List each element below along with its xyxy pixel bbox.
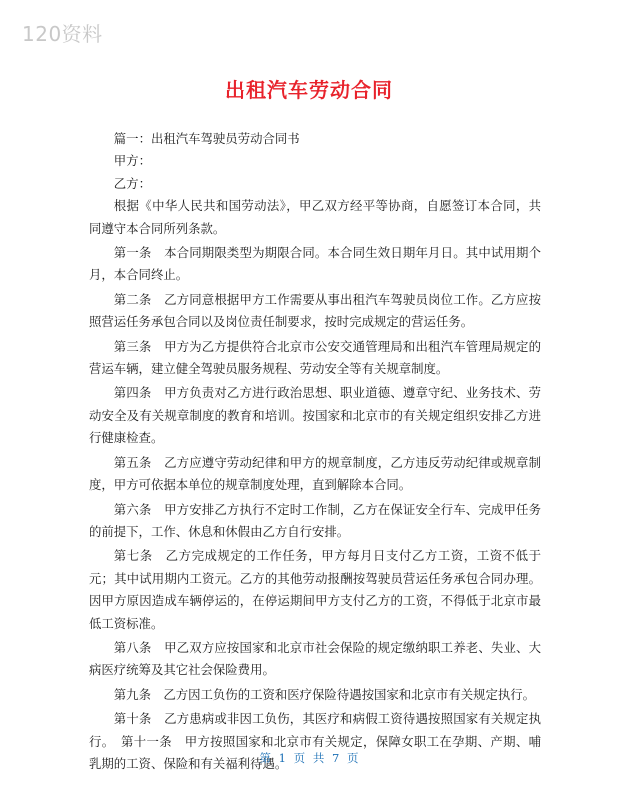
paragraph-article-3: 第三条 甲方为乙方提供符合北京市公安交通管理局和出租汽车管理局规定的营运车辆，建立健全驾驶员服务规程、劳动安全等有关规章制度。	[89, 338, 541, 377]
page-number: 第 1 页 共 7 页	[259, 751, 359, 765]
paragraph-article-2: 第二条 乙方同意根据甲方工作需要从事出租汽车驾驶员岗位工作。乙方应按照营运任务承包合同以及岗位责任制要求，按时完成规定的营运任务。	[89, 291, 541, 330]
paragraph-party-b: 乙方：	[113, 175, 151, 191]
paragraph-article-5: 第五条 乙方应遵守劳动纪律和甲方的规章制度，乙方违反劳动纪律或规章制度，甲方可依据本单位的规章制度处理，直到解除本合同。	[89, 454, 541, 493]
paragraph-article-4: 第四条 甲方负责对乙方进行政治思想、职业道德、遵章守纪、业务技术、劳动安全及有关规章制度的教育和培训。按国家和北京市的有关规定组织安排乙方进行健康检查。	[89, 385, 541, 446]
paragraph-article-1: 第一条 本合同期限类型为期限合同。本合同生效日期年月日。其中试用期个月，本合同终止。	[89, 245, 541, 283]
paragraph-article-8: 第八条 甲乙双方应按国家和北京市社会保险的规定缴纳职工养老、失业、大病医疗统筹及其它社会保险费用。	[89, 639, 541, 678]
paragraph-party-a: 甲方：	[113, 153, 151, 169]
document-body	[89, 128, 541, 775]
paragraph-article-6: 第六条 甲方安排乙方执行不定时工作制，乙方在保证安全行车、完成甲任务的前提下，工作、休息和休假由乙方自行安排。	[89, 501, 541, 539]
document-title: 出租汽车劳动合同	[225, 78, 393, 102]
paragraph-article-9: 第九条 乙方因工负伤的工资和医疗保险待遇按国家和北京市有关规定执行。	[113, 686, 536, 702]
paragraph-heading: 篇一：出租汽车驾驶员劳动合同书	[113, 131, 300, 146]
paragraph-article-7: 第七条 乙方完成规定的工作任务，甲方每月日支付乙方工资，工资不低于元；其中试用期内工资元。乙方的其他劳动报酬按驾驶员营运任务承包合同办理。因甲方原因造成车辆停运的，在停运期间甲方支付乙方的工资，不得低于北京市最低工资标准。	[89, 548, 541, 631]
watermark: 120资料	[22, 22, 103, 46]
paragraph-preamble: 根据《中华人民共和国劳动法》，甲乙双方经平等协商，自愿签订本合同，共同遵守本合同所列条款。	[89, 198, 541, 236]
paragraph-article-10-11: 第十条 乙方患病或非因工负伤，其医疗和病假工资待遇按照国家有关规定执行。 第十一条 甲方按照国家和北京市有关规定，保障女职工在孕期、产期、哺乳期的工资、保险和有关福利待遇。	[89, 711, 541, 771]
